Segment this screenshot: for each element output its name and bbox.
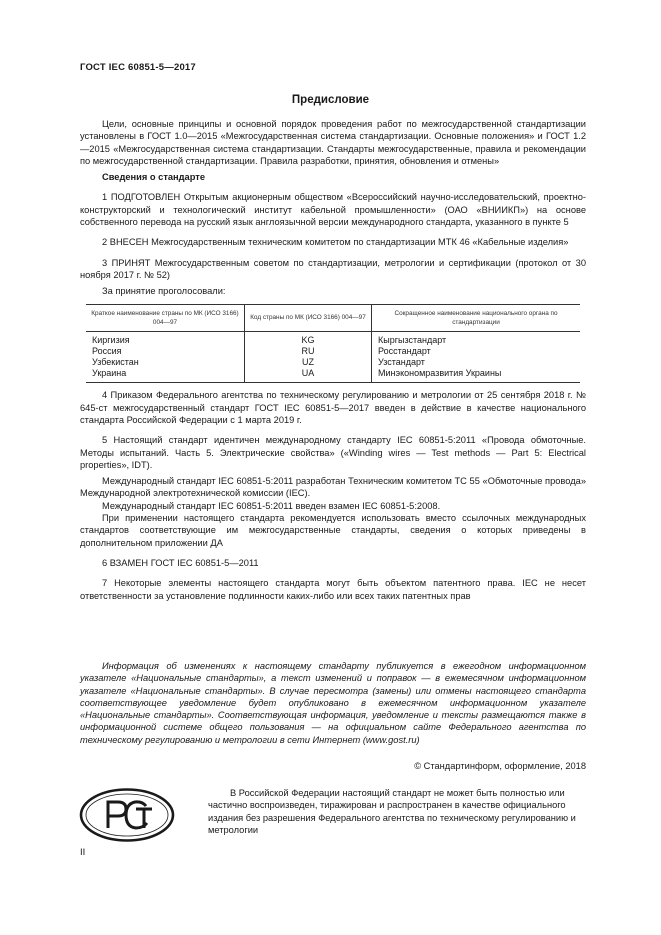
table-cell-body: Минэкономразвития Украины (372, 368, 581, 383)
item-2: 2 ВНЕСЕН Межгосударственным техническим комитетом по стандартизации МТК 46 «Кабельные изделия» (102, 237, 569, 248)
intro-paragraph: Цели, основные принципы и основной порядок проведения работ по межгосударственной стандартизации установлены в ГОСТ 1.0—2015 «Межгосударственная система стандартизации. Основные положения» и ГОСТ 1.2—2015 «Межгосударственная система стандартизации. Стандарты межгосударственные, правила и рекомендации по межгосударственной стандартизации. Правила разработки, принятия, обновления и отмены» (80, 119, 586, 166)
table-cell-country: Киргизия (92, 334, 130, 345)
table-cell-body: Кыргызстандарт (372, 331, 581, 346)
item-7: 7 Некоторые элементы настоящего стандарта могут быть объектом патентного права. IEC не несет ответственности за установление подлинности каких-либо или всех таких патентных прав (80, 578, 586, 601)
amendments-info-text: Информация об изменениях к настоящему стандарту публикуется в ежегодном информационном указателе «Национальные стандарты», а текст изменений и поправок — в ежемесячном информационном указателе «Национальные стандарты». В случае пересмотра (замены) или отмены настоящего стандарта соответствующее уведомление будет опубликовано в ежемесячном информационном указателе «Национальные стандарты». Соответствующая информация, уведомление и тексты размещаются также в информационной системе общего пользования — на официальном сайте Федерального агентства по техническому регулированию и метрологии в сети Интернет (www.gost.ru) (80, 661, 586, 745)
amendments-info-block (80, 660, 586, 746)
item-5-usage: При применении настоящего стандарта рекомендуется использовать вместо ссылочных международных стандартов соответствующие им межгосударственные стандарты, сведения о которых приведены в дополнительном приложении ДА (80, 513, 586, 548)
table-cell-body: Узстандарт (372, 357, 581, 368)
table-cell-code: UA (245, 368, 372, 383)
table-cell-code: RU (245, 346, 372, 357)
vote-intro: За принятие проголосовали: (102, 286, 226, 297)
table-cell-country: Украина (86, 368, 245, 383)
standard-info-subheading: Сведения о стандарте (102, 172, 206, 183)
table-cell-country: Узбекистан (92, 356, 139, 367)
item-5-developer: Международный стандарт IEC 60851-5:2011 разработан Техническим комитетом ТС 55 «Обмоточные провода» Международной электротехнической комиссии (IEC). (80, 476, 586, 499)
rst-conformity-mark-icon (78, 787, 176, 843)
table-cell-country: Россия (92, 345, 122, 356)
table-row (86, 346, 580, 357)
item-5-replaces: Международный стандарт IEC 60851-5:2011 введен взамен IEC 60851-5:2008. (102, 500, 441, 511)
table-row (86, 331, 580, 346)
table-cell-code: KG (245, 331, 372, 346)
document-code: ГОСТ IEC 60851-5—2017 (80, 62, 196, 73)
reproduction-notice-text: В Российской Федерации настоящий стандарт не может быть полностью или частично воспроизведен, тиражирован и распространен в качестве официального издания без разрешения Федерального агентства по техническому регулированию и метрологии (208, 788, 576, 835)
item-5: 5 Настоящий стандарт идентичен международному стандарту IEC 60851-5:2011 «Провода обмоточные. Методы испытаний. Часть 5. Электрические свойства» («Winding wires — Test methods — Part 5: Electrical properties», IDT). (80, 435, 586, 470)
table-cell-body: Росстандарт (372, 346, 581, 357)
table-header-row (86, 304, 580, 331)
reproduction-notice (208, 787, 586, 836)
item-4: 4 Приказом Федерального агентства по техническому регулированию и метрологии от 25 сентября 2018 г. № 645-ст межгосударственный стандарт ГОСТ IEC 60851-5—2017 введен в действие в качестве национального стандарта Российской Федерации с 1 марта 2019 г. (80, 390, 586, 425)
table-row (86, 357, 580, 368)
table-header-country: Краткое наименование страны по МК (ИСО 3166) 004—97 (86, 304, 245, 331)
table-header-body: Сокращенное наименование национального органа по стандартизации (372, 304, 581, 331)
preface-body (80, 118, 586, 602)
table-row (86, 368, 580, 383)
item-1: 1 ПОДГОТОВЛЕН Открытым акционерным обществом «Всероссийский научно-исследовательский, проектно-конструкторский и технологический институт кабельной промышленности» (ОАО «ВНИИКП») на основе собственного перевода на русский язык англоязычной версии международного стандарта, указанного в пункте 5 (80, 192, 586, 228)
item-3: 3 ПРИНЯТ Межгосударственным советом по стандартизации, метрологии и сертификации (протокол от 30 ноября 2017 г. № 52) (80, 257, 586, 280)
page-title: Предисловие (291, 94, 370, 106)
table-cell-code: UZ (245, 357, 372, 368)
item-6: 6 ВЗАМЕН ГОСТ IEC 60851-5—2011 (102, 557, 259, 568)
voting-table (86, 304, 580, 384)
table-header-code: Код страны по МК (ИСО 3166) 004—97 (245, 304, 372, 331)
copyright-line: © Стандартинформ, оформление, 2018 (414, 761, 586, 771)
page-number: II (80, 847, 86, 858)
